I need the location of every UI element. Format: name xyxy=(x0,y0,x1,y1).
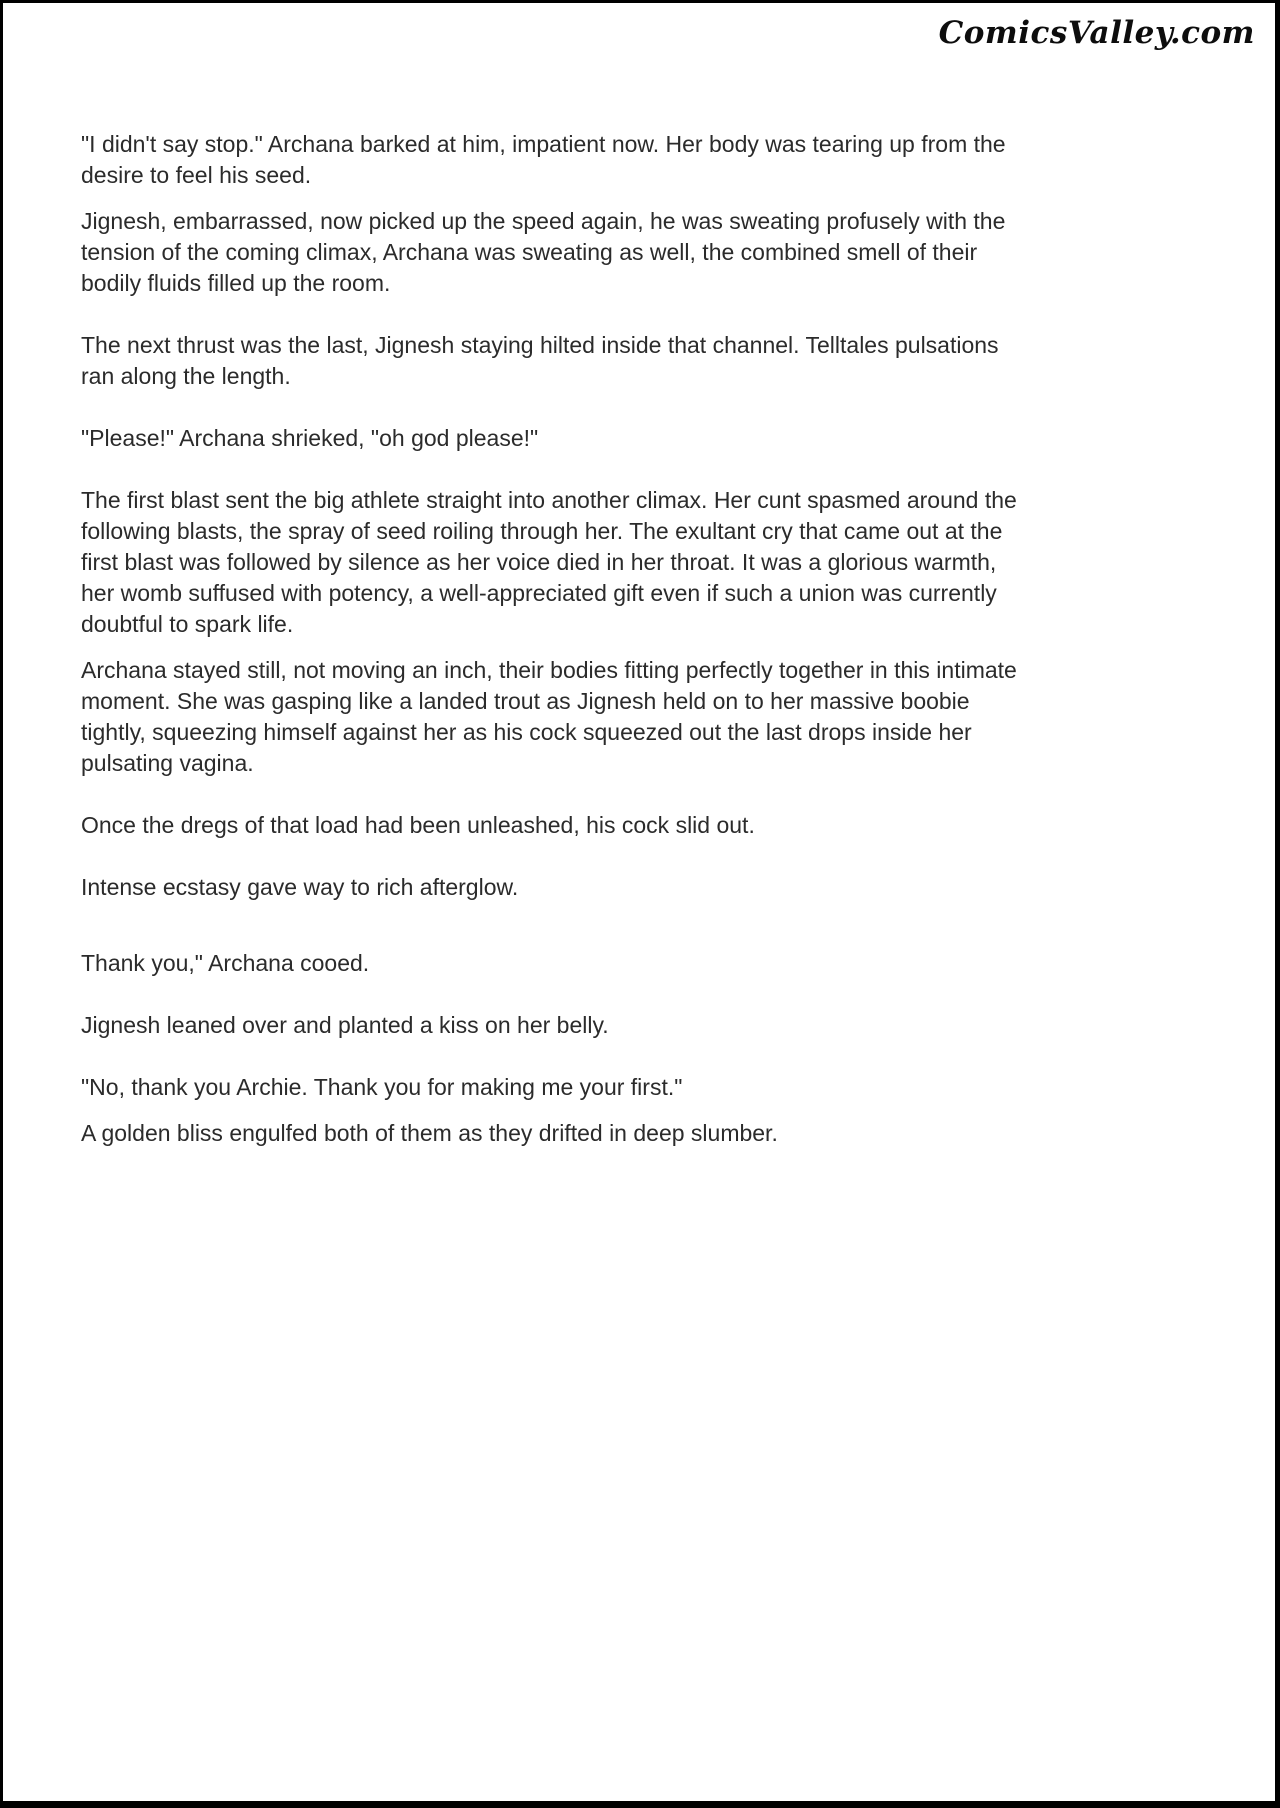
story-paragraph: Jignesh leaned over and planted a kiss on her belly. xyxy=(81,1012,609,1038)
story-text-block xyxy=(81,129,1019,1180)
site-logo: ComicsValley.com xyxy=(938,15,1255,51)
story-paragraph: The next thrust was the last, Jignesh staying hilted inside that channel. Telltales pulsations ran along the length. xyxy=(81,332,999,389)
story-paragraph: "I didn't say stop." Archana barked at him, impatient now. Her body was tearing up from the desire to feel his seed. xyxy=(81,131,1006,188)
story-paragraph: "Please!" Archana shrieked, "oh god please!" xyxy=(81,425,539,451)
story-paragraph: Jignesh, embarrassed, now picked up the speed again, he was sweating profusely with the tension of the coming climax, Archana was sweating as well, the combined smell of their bodily fluids filled up the room. xyxy=(81,208,1006,296)
story-paragraph: Thank you," Archana cooed. xyxy=(81,950,370,976)
story-paragraph: Archana stayed still, not moving an inch, their bodies fitting perfectly together in this intimate moment. She was gasping like a landed trout as Jignesh held on to her massive boobie tightly, squeezing himself against her as his cock squeezed out the last drops inside her pulsating vagina. xyxy=(81,657,1017,776)
story-paragraph: Intense ecstasy gave way to rich afterglow. xyxy=(81,874,519,900)
story-paragraph: A golden bliss engulfed both of them as they drifted in deep slumber. xyxy=(81,1120,778,1146)
story-paragraph: The first blast sent the big athlete straight into another climax. Her cunt spasmed around the following blasts, the spray of seed roiling through her. The exultant cry that came out at the first blast was followed by silence as her voice died in her throat. It was a glorious warmth, her womb suffused with potency, a well-appreciated gift even if such a union was currently doubtful to spark life. xyxy=(81,487,1017,637)
story-paragraph: "No, thank you Archie. Thank you for making me your first." xyxy=(81,1074,683,1100)
story-paragraph: Once the dregs of that load had been unleashed, his cock slid out. xyxy=(81,812,755,838)
